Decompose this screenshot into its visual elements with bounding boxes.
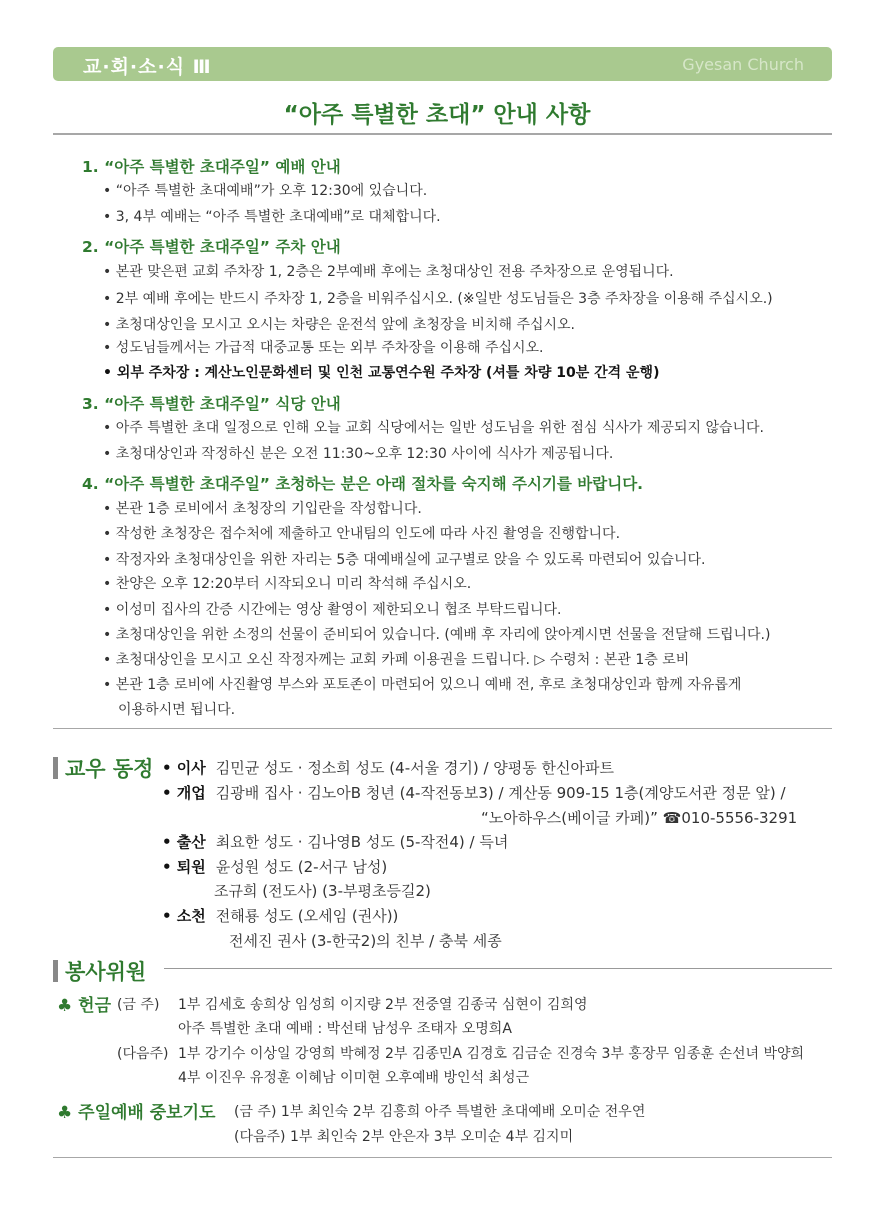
news-text: 윤성원 성도 (2-서구 남성): [215, 858, 388, 876]
service-heading-text: 봉사위원: [65, 960, 147, 984]
news-text-continued: 조규희 (전도사) (3-부평초등길2): [214, 882, 431, 900]
list-item: • 찬양은 오후 12:20부터 시작되오니 미리 착석해 주십시오.: [103, 576, 472, 592]
list-item: • 본관 맞은편 교회 주차장 1, 2층은 2부예배 후에는 초청대상인 전용 주차장으로 운영됩니다.: [103, 264, 674, 280]
news-entry-move: [162, 757, 614, 778]
list-item: • 초청대상인을 위한 소정의 선물이 준비되어 있습니다. (예배 후 자리에 앉아계시면 선물을 전달해 드립니다.): [103, 627, 771, 643]
offering-title: ♣ 헌금: [57, 996, 112, 1016]
section-2-title: 2. “아주 특별한 초대주일” 주차 안내: [82, 238, 341, 256]
heading-bar: [53, 960, 58, 982]
section-divider: [53, 728, 832, 729]
list-item: • 3, 4부 예배는 “아주 특별한 초대예배”로 대체합니다.: [103, 209, 441, 225]
prayer-next: (다음주) 1부 최인숙 2부 안은자 3부 오미순 4부 김지미: [234, 1129, 574, 1145]
list-item: • 2부 예배 후에는 반드시 주차장 1, 2층을 비워주십시오. (※일반 성도님들은 3층 주차장을 이용해 주십시오.): [103, 291, 773, 307]
news-key: • 이사: [162, 759, 206, 777]
list-item: • 아주 특별한 초대 일정으로 인해 오늘 교회 식당에서는 일반 성도님을 위한 점심 식사가 제공되지 않습니다.: [103, 420, 764, 436]
list-item: • 외부 주차장 : 계산노인문화센터 및 인천 교통연수원 주차장 (셔틀 차량 10분 간격 운행): [103, 365, 660, 381]
list-item: • 초청대상인과 작정하신 분은 오전 11:30~오후 12:30 사이에 식사가 제공됩니다.: [103, 446, 614, 462]
offering-next-label: (다음주): [117, 1046, 169, 1062]
offering-next-line1: 1부 강기수 이상일 강영희 박혜정 2부 김종민A 김경호 김금순 진경숙 3부 홍장무 임종훈 손선녀 박양희: [178, 1046, 805, 1062]
list-item: • 작성한 초청장은 접수처에 제출하고 안내팀의 인도에 따라 사진 촬영을 진행합니다.: [103, 526, 621, 542]
section-3-title: 3. “아주 특별한 초대주일” 식당 안내: [82, 395, 341, 413]
list-item: • “아주 특별한 초대예배”가 오후 12:30에 있습니다.: [103, 183, 428, 199]
news-heading: [53, 753, 153, 783]
news-text-continued: “노아하우스(베이글 카페)” ☎010-5556-3291: [481, 809, 798, 827]
list-item-continued: 이용하시면 됩니다.: [118, 702, 236, 718]
offering-this-line1: 1부 김세호 송희상 임성희 이지량 2부 전중열 김종국 심현이 김희영: [178, 997, 588, 1013]
list-item: • 초청대상인을 모시고 오신 작정자께는 교회 카페 이용권을 드립니다. ▷ 수령처 : 본관 1층 로비: [103, 652, 690, 668]
news-entry-death: [162, 905, 398, 926]
news-text: 전해룡 성도 (오세임 (권사)): [215, 907, 399, 925]
news-entry-discharge: [162, 856, 387, 877]
news-entry-open: [162, 782, 786, 803]
offering-this-label: (금 주): [117, 997, 160, 1013]
list-item: • 성도님들께서는 가급적 대중교통 또는 외부 주차장을 이용해 주십시오.: [103, 340, 544, 356]
title-divider: [53, 133, 832, 135]
church-name: Gyesan Church: [682, 55, 804, 74]
news-key: • 개업: [162, 784, 206, 802]
prayer-this: (금 주) 1부 최인숙 2부 김흥희 아주 특별한 초대예배 오미순 전우연: [234, 1104, 646, 1120]
news-entry-birth: [162, 831, 508, 852]
bottom-divider: [53, 1157, 832, 1158]
offering-next-line2: 4부 이진우 유정훈 이혜남 이미현 오후예배 방인석 최성근: [178, 1070, 530, 1086]
section-1-title: 1. “아주 특별한 초대주일” 예배 안내: [82, 158, 341, 176]
list-item: • 이성미 집사의 간증 시간에는 영상 촬영이 제한되오니 협조 부탁드립니다.: [103, 602, 562, 618]
heading-bar: [53, 757, 58, 779]
news-text: 최요한 성도 · 김나영B 성도 (5-작전4) / 득녀: [215, 833, 509, 851]
prayer-title: ♣ 주일예배 중보기도: [57, 1103, 216, 1123]
service-heading: [53, 956, 146, 986]
header-title: 교·회·소·식 Ⅲ: [83, 56, 212, 78]
news-heading-text: 교우 동정: [65, 757, 154, 781]
list-item: • 작정자와 초청대상인을 위한 자리는 5층 대예배실에 교구별로 앉을 수 있도록 마련되어 있습니다.: [103, 552, 706, 568]
offering-this-line2: 아주 특별한 초대 예배 : 박선태 남성우 조태자 오명희A: [178, 1021, 512, 1037]
page-title: “아주 특별한 초대” 안내 사항: [283, 102, 591, 128]
list-item: • 초청대상인을 모시고 오시는 차량은 운전석 앞에 초청장을 비치해 주십시오.: [103, 317, 576, 333]
news-key: • 퇴원: [162, 858, 206, 876]
list-item: • 본관 1층 로비에서 초청장의 기입란을 작성합니다.: [103, 501, 422, 517]
news-text: 김민균 성도 · 정소희 성도 (4-서울 경기) / 양평동 한신아파트: [215, 759, 614, 777]
section-4-title: 4. “아주 특별한 초대주일” 초청하는 분은 아래 절차를 숙지해 주시기를 바랍니다.: [82, 475, 644, 493]
service-heading-line: [164, 968, 832, 969]
news-key: • 출산: [162, 833, 206, 851]
news-text: 김광배 집사 · 김노아B 청년 (4-작전동보3) / 계산동 909-15 1층(계양도서관 정문 앞) /: [215, 784, 786, 802]
news-key: • 소천: [162, 907, 206, 925]
news-text-continued: 전세진 권사 (3-한국2)의 친부 / 충북 세종: [229, 932, 502, 950]
header-bar: [53, 47, 832, 81]
list-item: • 본관 1층 로비에 사진촬영 부스와 포토존이 마련되어 있으니 예배 전, 후로 초청대상인과 함께 자유롭게: [103, 677, 742, 693]
